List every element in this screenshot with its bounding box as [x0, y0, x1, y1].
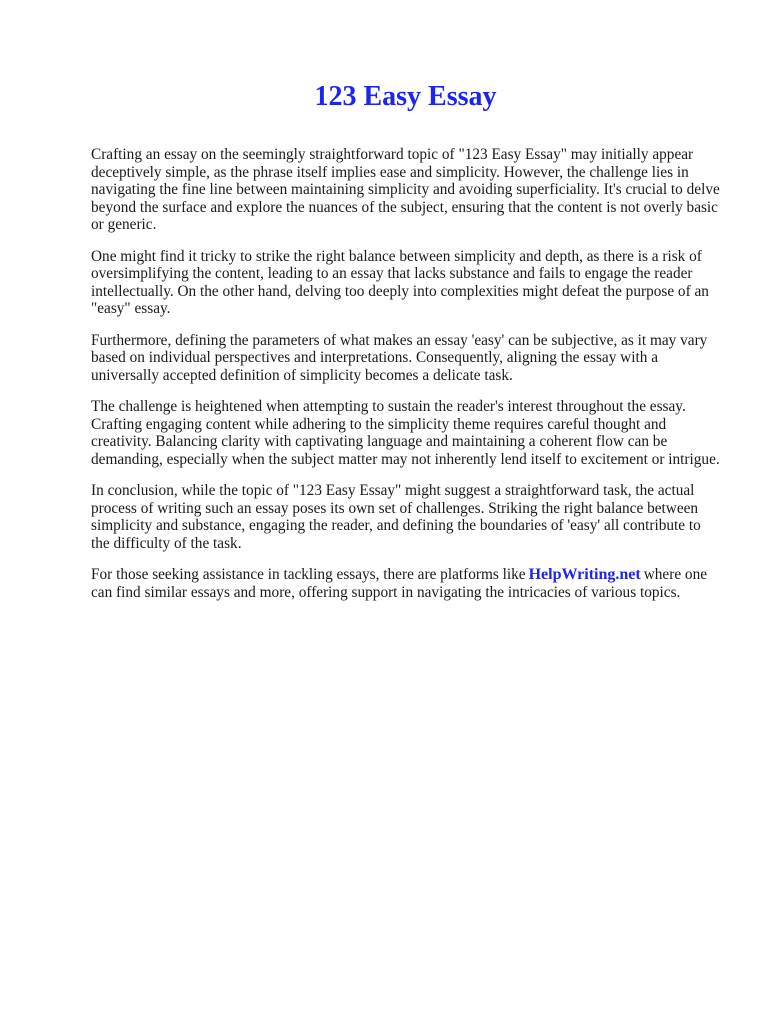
paragraph-6	[91, 566, 723, 601]
paragraph-6-before-link: For those seeking assistance in tackling essays, there are platforms like	[91, 566, 526, 583]
page-title: 123 Easy Essay	[314, 81, 497, 112]
paragraph-1: Crafting an essay on the seemingly straightforward topic of "123 Easy Essay" may initially appear deceptively simple, as the phrase itself implies ease and simplicity. However, the challenge lies in navigating the fine line between maintaining simplicity and avoiding superficiality. It's crucial to delve beyond the surface and explore the nuances of the subject, ensuring that the content is not overly basic or generic.	[91, 146, 720, 233]
helpwriting-link[interactable]: HelpWriting.net	[528, 566, 641, 583]
essay-body	[91, 146, 723, 615]
paragraph-4: The challenge is heightened when attempting to sustain the reader's interest throughout the essay. Crafting engaging content while adhering to the simplicity theme requires careful thought and creativity. Balancing clarity with captivating language and maintaining a coherent flow can be demanding, especially when the subject matter may not inherently lend itself to excitement or intrigue.	[91, 398, 720, 468]
paragraph-3: Furthermore, defining the parameters of what makes an essay 'easy' can be subjective, as it may vary based on individual perspectives and interpretations. Consequently, aligning the essay with a universally accepted definition of simplicity becomes a delicate task.	[91, 331, 708, 384]
paragraph-6-after-link: where one can find similar essays and more, offering support in navigating the intricacies of various topics.	[91, 566, 708, 601]
paragraph-2: One might find it tricky to strike the right balance between simplicity and depth, as there is a risk of oversimplifying the content, leading to an essay that lacks substance and fails to engage the reader intellectually. On the other hand, delving too deeply into complexities might defeat the purpose of an "easy" essay.	[91, 247, 709, 317]
paragraph-5: In conclusion, while the topic of "123 Easy Essay" might suggest a straightforward task, the actual process of writing such an essay poses its own set of challenges. Striking the right balance between simplicity and substance, engaging the reader, and defining the boundaries of 'easy' all contribute to the difficulty of the task.	[91, 482, 701, 552]
